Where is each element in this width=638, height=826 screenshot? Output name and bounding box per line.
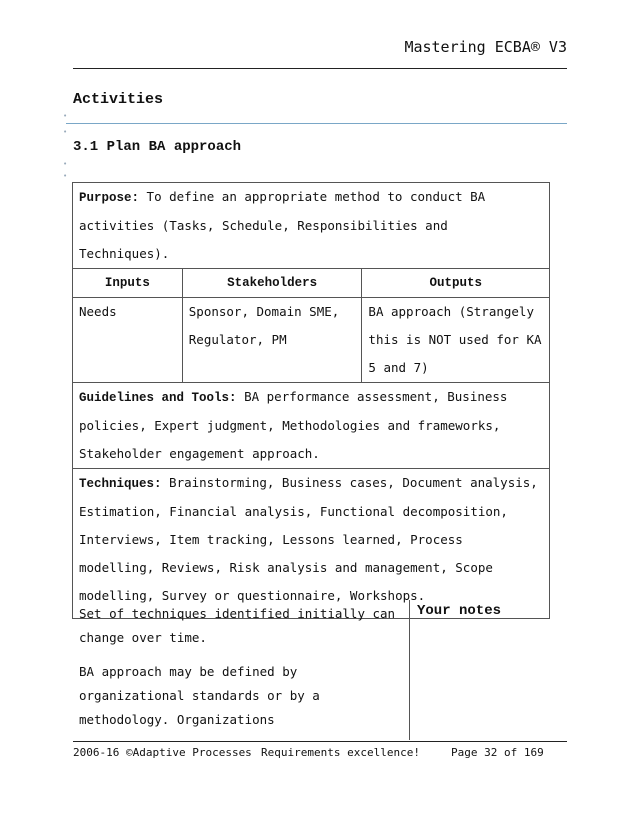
techniques-text: Brainstorming, Business cases, Document analysis, Estimation, Financial analysis, Functional decomposition, Interviews, Item tracking, Lessons learned, Process modelling, Reviews, Risk analysis and management, Scope modelling, Survey or questionnaire, Workshops.	[79, 475, 538, 603]
column-header-inputs: Inputs	[73, 269, 183, 298]
notes-area	[73, 600, 567, 740]
purpose-row	[73, 183, 550, 269]
table-header-row	[73, 269, 550, 298]
techniques-label: Techniques:	[79, 477, 162, 491]
margin-marker: •	[63, 172, 68, 180]
margin-marker: •	[63, 112, 68, 120]
footer-tagline: Requirements excellence!	[261, 746, 420, 759]
column-header-stakeholders: Stakeholders	[182, 269, 362, 298]
techniques-row	[73, 469, 550, 619]
notes-paragraph: BA approach may be defined by organizational standards or by a methodology. Organizations	[79, 664, 320, 727]
guidelines-cell	[73, 383, 550, 469]
margin-marker: •	[63, 128, 68, 136]
guidelines-row	[73, 383, 550, 469]
purpose-text: To define an appropriate method to conduct BA activities (Tasks, Schedule, Responsibilities and Techniques).	[79, 189, 486, 261]
activity-table	[72, 182, 550, 619]
techniques-cell	[73, 469, 550, 619]
section-title: Activities	[73, 91, 164, 108]
column-header-outputs: Outputs	[362, 269, 550, 298]
section-divider	[66, 123, 567, 124]
page-footer	[73, 741, 567, 759]
page-number: Page 32 of 169	[451, 746, 544, 759]
outputs-cell: BA approach (Strangely this is NOT used for KA 5 and 7)	[362, 298, 550, 383]
guidelines-text: BA performance assessment, Business policies, Expert judgment, Methodologies and frameworks, Stakeholder engagement approach.	[79, 389, 508, 461]
margin-marker: •	[63, 160, 68, 168]
purpose-label: Purpose:	[79, 191, 140, 205]
subsection-title: 3.1 Plan BA approach	[73, 139, 242, 155]
purpose-cell	[73, 183, 550, 269]
your-notes-label: Your notes	[417, 603, 502, 619]
document-title: Mastering ECBA® V3	[404, 38, 567, 56]
notes-paragraph: Set of techniques identified initially can change over time.	[79, 606, 396, 645]
notes-body	[79, 602, 399, 742]
inputs-cell: Needs	[73, 298, 183, 383]
stakeholders-cell: Sponsor, Domain SME, Regulator, PM	[182, 298, 362, 383]
notes-divider	[409, 600, 410, 740]
table-row	[73, 298, 550, 383]
footer-copyright: 2006-16 ©Adaptive Processes	[73, 746, 252, 759]
page-header	[73, 0, 567, 69]
guidelines-label: Guidelines and Tools:	[79, 391, 237, 405]
